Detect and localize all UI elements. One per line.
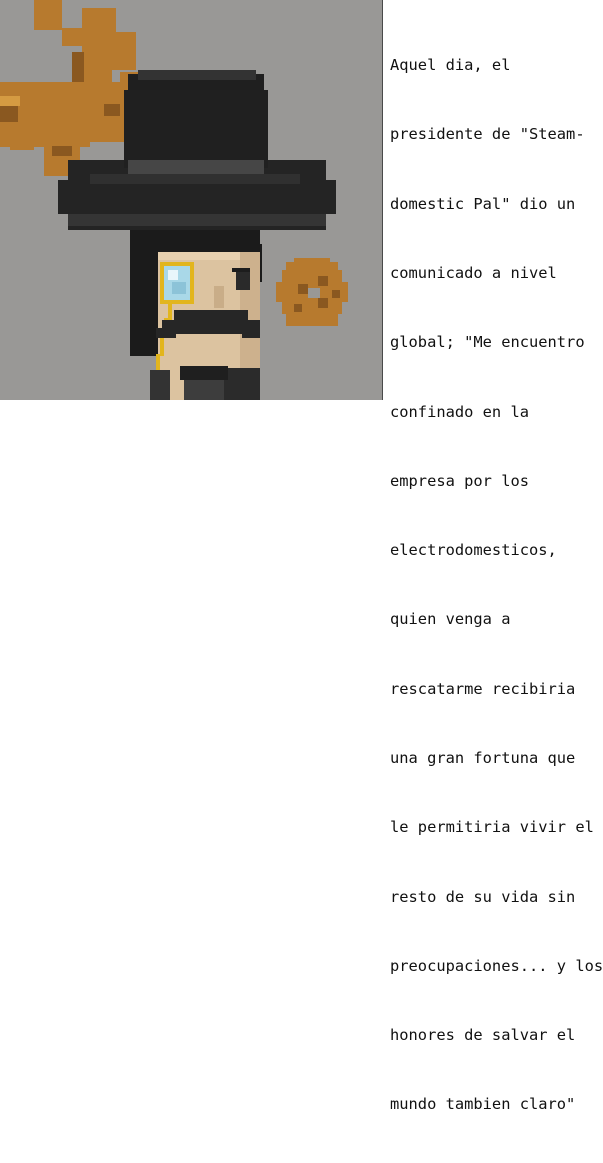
narration-line: presidente de "Steam- xyxy=(390,125,585,144)
narration-line: resto de su vida sin xyxy=(390,887,576,906)
narration-line: confinado en la xyxy=(390,402,529,421)
coat-collar xyxy=(150,366,260,400)
narration-line: electrodomesticos, xyxy=(390,541,557,560)
narration-line: mundo tambien claro" xyxy=(390,1095,576,1114)
narration-line: una gran fortuna que xyxy=(390,749,576,767)
pixel-art-scene xyxy=(0,0,382,400)
narration-line: Aquel dia, el xyxy=(390,56,511,75)
story-narration xyxy=(390,8,603,1163)
narration-line: comunicado a nivel xyxy=(390,264,557,283)
narration-line: domestic Pal" dio un xyxy=(390,194,576,213)
narration-line: honores de salvar el xyxy=(390,1026,576,1045)
pixel-art-panel xyxy=(0,0,382,400)
narration-line: rescatarme recibiria xyxy=(390,679,576,698)
narration-line: le permitiria vivir el xyxy=(390,818,594,837)
narration-line: quien venga a xyxy=(390,610,511,629)
nose xyxy=(214,286,224,308)
narration-line: empresa por los xyxy=(390,471,529,490)
narration-line: preocupaciones... y los xyxy=(390,956,603,975)
dialogue-panel xyxy=(383,0,603,1114)
small-gear-icon xyxy=(276,258,348,326)
narration-line: global; "Me encuentro xyxy=(390,333,585,352)
